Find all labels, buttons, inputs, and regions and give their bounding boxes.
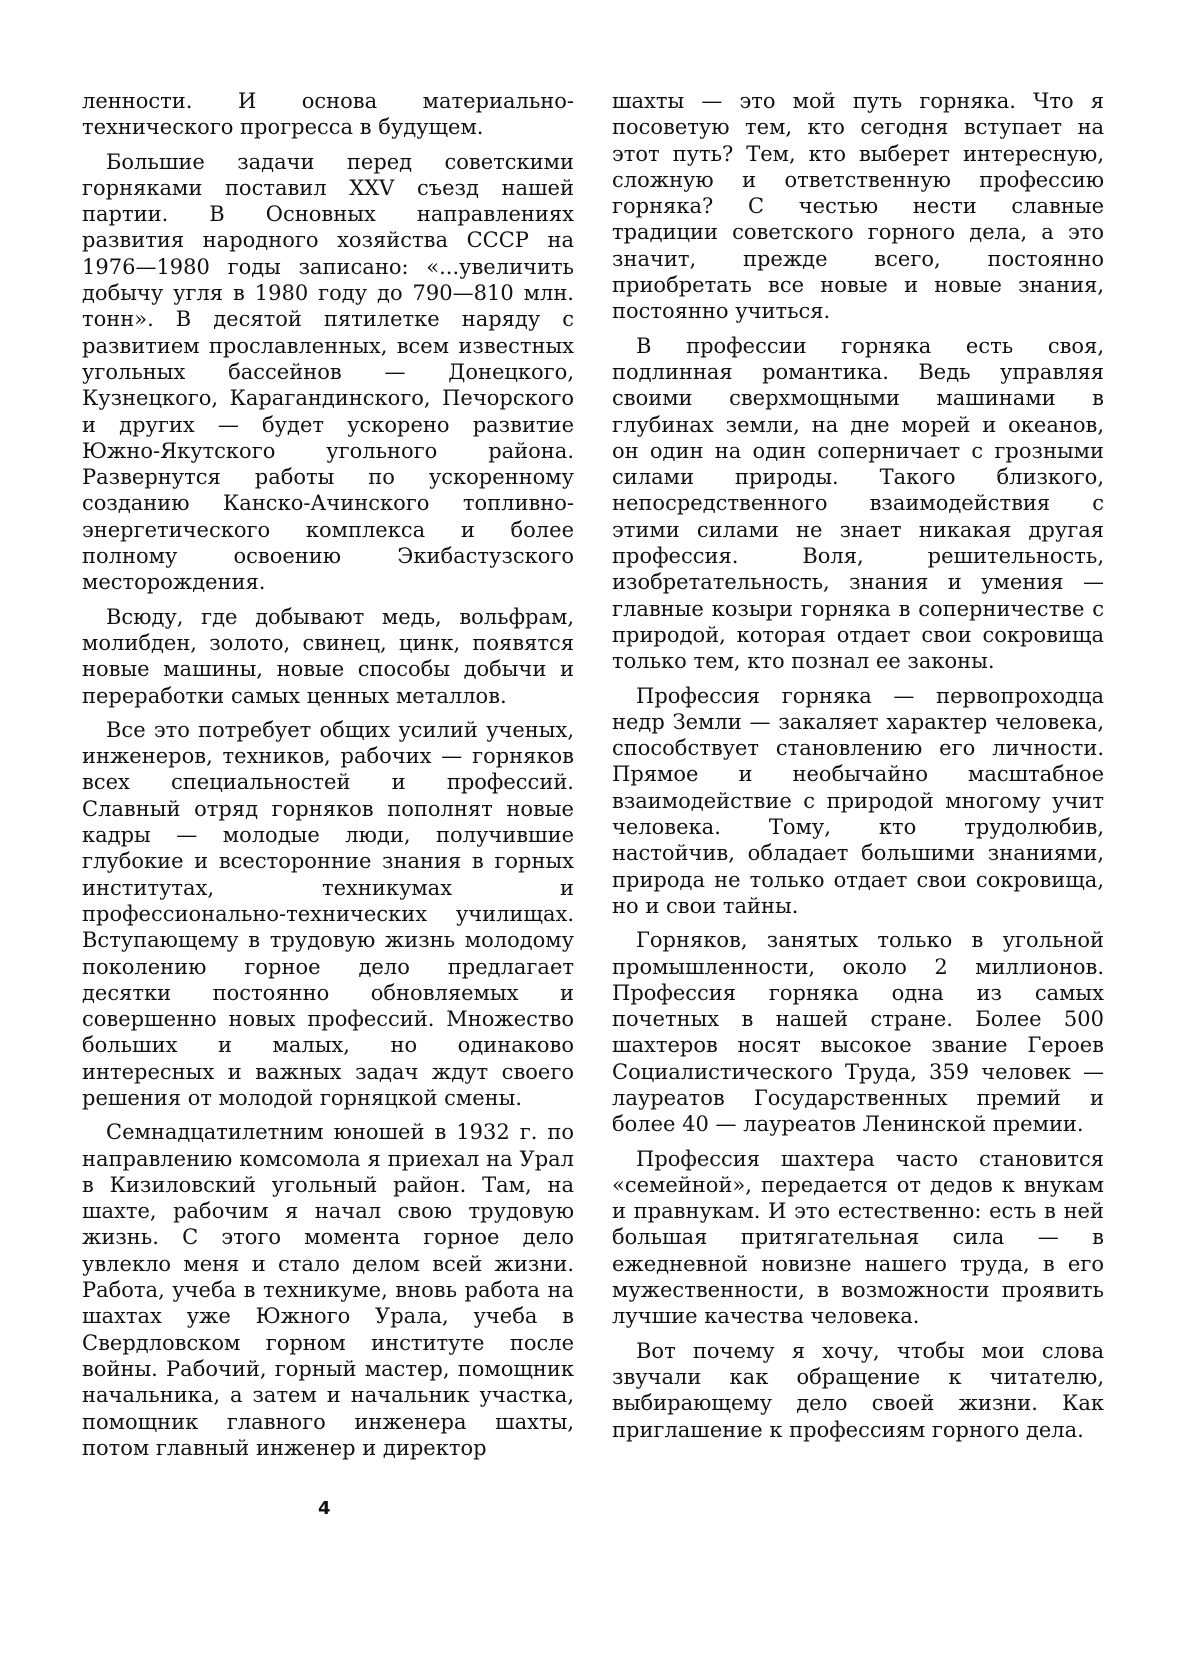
paragraph: ленности. И основа материально-технического прогресса в будущем.: [82, 89, 574, 140]
right-column: [612, 88, 1104, 1451]
page-number: 4: [318, 1498, 331, 1519]
paragraph: Профессия горняка — первопроходца недр Земли — закаляет характер человека, способствует становлению его личности. Прямое и необычайно масштабное взаимодействие с природой многому учит человека. Тому, кто трудолюбив, настойчив, обладает большими знаниями, природа не только отдает свои сокровища, но и свои тайны.: [612, 683, 1104, 918]
paragraph: Горняков, занятых только в угольной промышленности, около 2 миллионов. Профессия горняка одна из самых почетных в нашей стране. Более 500 шахтеров носят высокое звание Героев Социалистического Труда, 359 человек — лауреатов Государственных премий и более 40 — лауреатов Ленинской премии.: [612, 928, 1104, 1137]
paragraph: В профессии горняка есть своя, подлинная романтика. Ведь управляя своими сверхмощными машинами в глубинах земли, на дне морей и океанов, он один на один соперничает с грозными силами природы. Такого близкого, непосредственного взаимодействия с этими силами не знает никакая другая профессия. Воля, решительность, изобретательность, знания и умения — главные козыри горняка в соперничестве с природой, которая отдает свои сокровища только тем, кто познал ее законы.: [612, 333, 1104, 674]
paragraph: Все это потребует общих усилий ученых, инженеров, техников, рабочих — горняков всех специальностей и профессий. Славный отряд горняков пополнят новые кадры — молодые люди, получившие глубокие и всесторонние знания в горных институтах, техникумах и профессионально-технических училищах. Вступающему в трудовую жизнь молодому поколению горное дело предлагает десятки постоянно обновляемых и совершенно новых профессий. Множество больших и малых, но одинаково интересных и важных задач ждут своего решения от молодой горняцкой смены.: [82, 717, 574, 1110]
paragraph: Всюду, где добывают медь, вольфрам, молибден, золото, свинец, цинк, появятся новые машины, новые способы добычи и переработки самых ценных металлов.: [82, 604, 574, 708]
paragraph: шахты — это мой путь горняка. Что я посоветую тем, кто сегодня вступает на этот путь? Тем, кто выберет интересную, сложную и ответственную профессию горняка? С честью нести славные традиции советского горного дела, а это значит, прежде всего, постоянно приобретать все новые и новые знания, постоянно учиться.: [612, 89, 1104, 324]
paragraph: Семнадцатилетним юношей в 1932 г. по направлению комсомола я приехал на Урал в Кизиловский угольный район. Там, на шахте, рабочим я начал свою трудовую жизнь. С этого момента горное дело увлекло меня и стало делом всей жизни. Работа, учеба в техникуме, вновь работа на шахтах уже Южного Урала, учеба в Свердловском горном институте после войны. Рабочий, горный мастер, помощник начальника, а затем и начальник участка, помощник главного инженера шахты, потом главный инженер и директор: [82, 1120, 574, 1460]
left-column: [82, 88, 574, 1469]
paragraph: Профессия шахтера часто становится «семейной», передается от дедов к внукам и правнукам. И это естественно: есть в ней большая притягательная сила — в ежедневной новизне нашего труда, в его мужественности, в возможности проявить лучшие качества человека.: [612, 1146, 1104, 1329]
paragraph: Вот почему я хочу, чтобы мои слова звучали как обращение к читателю, выбирающему дело своей жизни. Как приглашение к профессиям горного дела.: [612, 1338, 1104, 1442]
paragraph: Большие задачи перед советскими горняками поставил XXV съезд нашей партии. В Основных направлениях развития народного хозяйства СССР на 1976—1980 годы записано: «...увеличить добычу угля в 1980 году до 790—810 млн. тонн». В десятой пятилетке наряду с развитием прославленных, всем известных угольных бассейнов — Донецкого, Кузнецкого, Карагандинского, Печорского и других — будет ускорено развитие Южно-Якутского угольного района. Развернутся работы по ускоренному созданию Канско-Ачинского топливно-энергетического комплекса и более полному освоению Экибастузского месторождения.: [82, 149, 574, 595]
